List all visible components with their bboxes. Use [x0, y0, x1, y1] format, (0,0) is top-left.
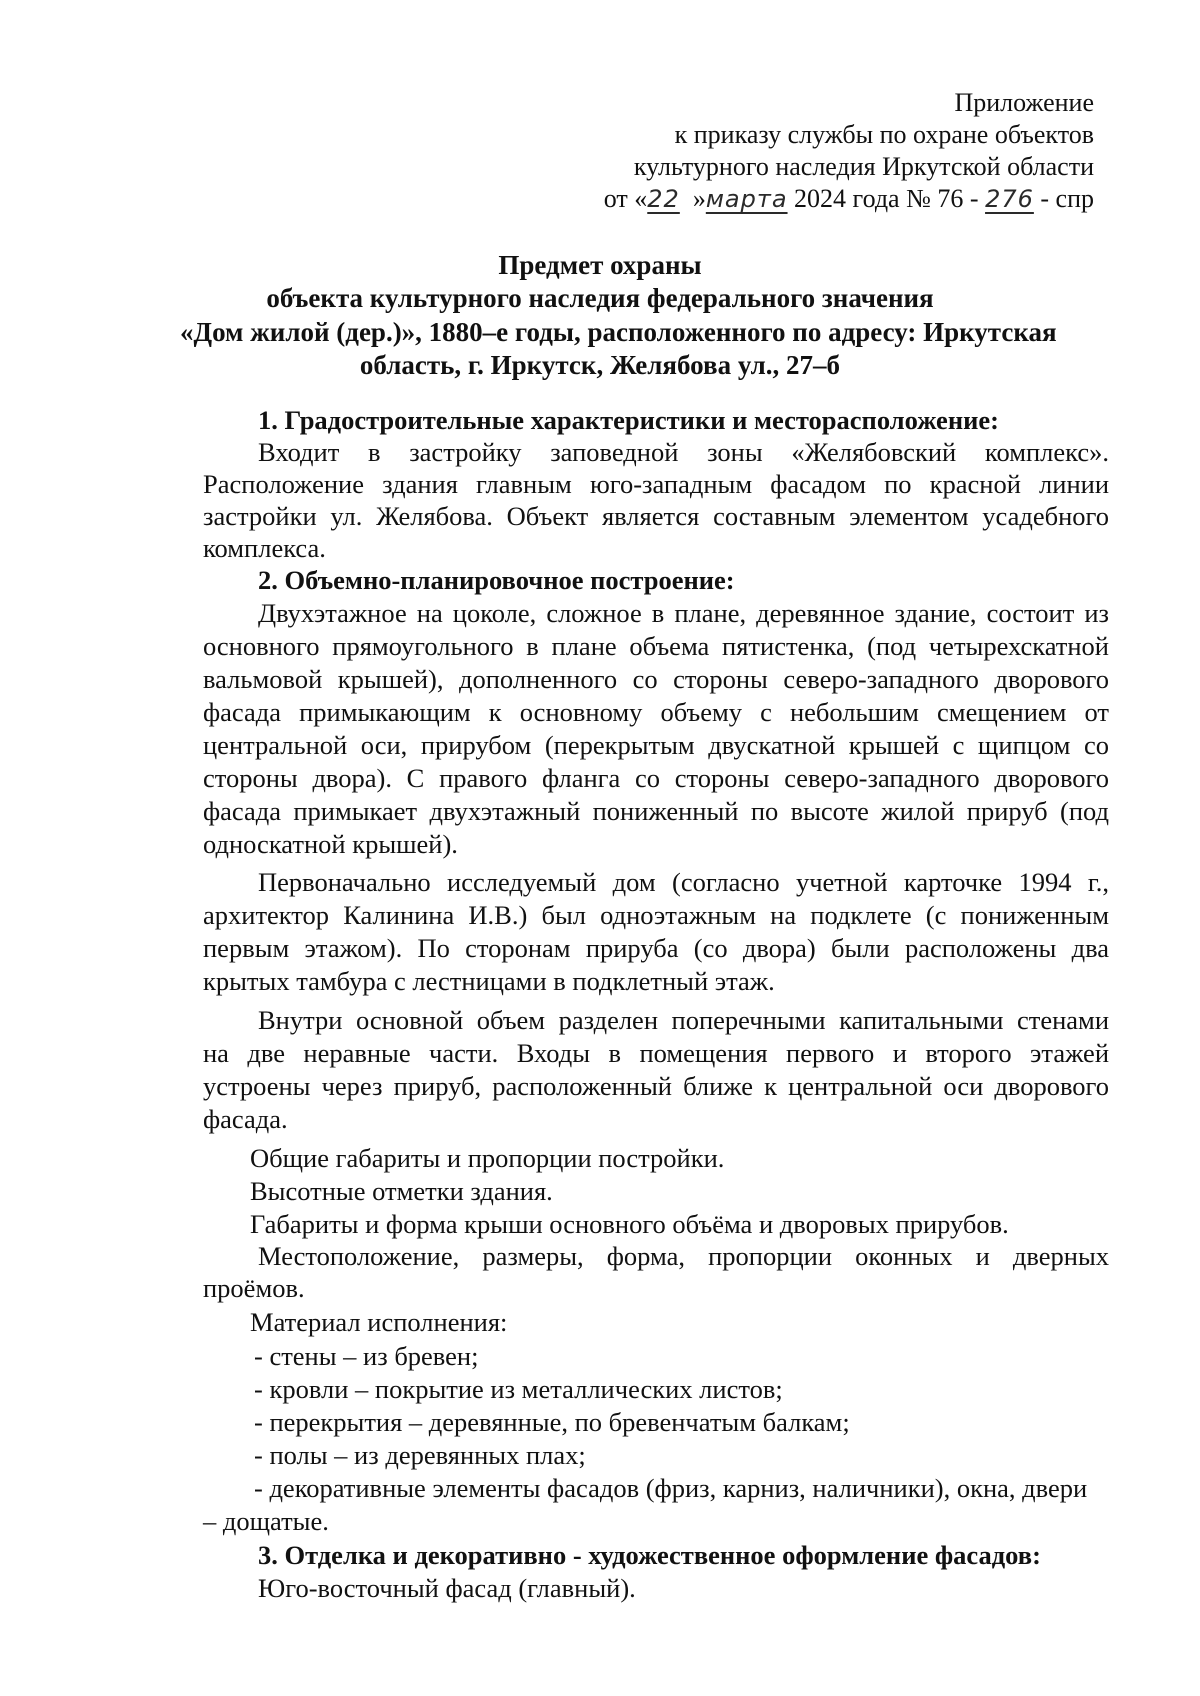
service-name-line: культурного наследия Иркутской области	[633, 152, 1094, 181]
handwritten-day: 22	[647, 185, 680, 213]
section-2-paragraph-1-line: вальмовой крышей), дополненного со стороны северо-западного дворового	[203, 664, 1109, 694]
section-2-paragraph-2-line: архитектор Калинина И.В.) был одноэтажным на подклете (с пониженным	[203, 900, 1109, 930]
protected-item: Габариты и форма крыши основного объёма и дворовых прирубов.	[250, 1209, 1009, 1239]
section-2-paragraph-3-line: устроены через прируб, расположенный ближе к центральной оси дворового	[203, 1071, 1109, 1101]
section-1-line: комплекса.	[203, 533, 326, 563]
section-2-paragraph-1-line: Двухэтажное на цоколе, сложное в плане, деревянное здание, состоит из	[258, 598, 1109, 628]
section-2-paragraph-1-line: фасада примыкает двухэтажный пониженный по высоте жилой прируб (под	[203, 796, 1109, 826]
section-2-paragraph-2-line: крытых тамбура с лестницами в подклетный этаж.	[203, 966, 775, 996]
material-item: - декоративные элементы фасадов (фриз, карниз, наличники), окна, двери	[254, 1473, 1088, 1503]
material-item: – дощатые.	[203, 1506, 329, 1536]
order-suffix: - спр	[1040, 184, 1094, 213]
section-2-heading: 2. Объемно-планировочное построение:	[258, 565, 735, 595]
title-subline-1: объекта культурного наследия федерального значения	[266, 283, 934, 313]
section-2-paragraph-3-line: Внутри основной объем разделен поперечными капитальными стенами	[258, 1005, 1109, 1035]
material-item: - стены – из бревен;	[254, 1341, 479, 1371]
section-1-line: Расположение здания главным юго-западным фасадом по красной линии	[203, 469, 1109, 499]
section-2-paragraph-2-line: первым этажом). По сторонам прируба (со двора) были расположены два	[203, 933, 1109, 963]
appendix-label: Приложение	[954, 88, 1094, 117]
handwritten-month: марта	[705, 185, 788, 213]
material-item: - кровли – покрытие из металлических листов;	[254, 1374, 783, 1404]
openings-line: Местоположение, размеры, форма, пропорции оконных и дверных	[258, 1241, 1109, 1271]
title-subline-2: «Дом жилой (дер.)», 1880–е годы, расположенного по адресу: Иркутская	[180, 317, 1057, 347]
material-item: - полы – из деревянных плах;	[254, 1440, 586, 1470]
section-2-paragraph-1-line: стороны двора). С правого фланга со стороны северо-западного дворового	[203, 763, 1109, 793]
protected-item: Высотные отметки здания.	[250, 1176, 553, 1206]
order-prefix: от «	[603, 184, 648, 213]
protected-item: Общие габариты и пропорции постройки.	[250, 1143, 725, 1173]
material-title: Материал исполнения:	[250, 1307, 508, 1337]
order-reference-line: к приказу службы по охране объектов	[674, 120, 1094, 149]
openings-line: проёмов.	[203, 1273, 305, 1303]
section-1-heading: 1. Градостроительные характеристики и месторасположение:	[258, 405, 999, 435]
section-1-line: Входит в застройку заповедной зоны «Желябовский комплекс».	[258, 437, 1109, 467]
section-2-paragraph-3-line: на две неравные части. Входы в помещения первого и второго этажей	[203, 1038, 1109, 1068]
section-2-paragraph-2-line: Первоначально исследуемый дом (согласно учетной карточке 1994 г.,	[258, 867, 1109, 897]
title-subline-3: область, г. Иркутск, Желябова ул., 27–б	[359, 350, 841, 380]
section-2-paragraph-1-line: центральной оси, прирубом (перекрытым двускатной крышей с щипцом со	[203, 730, 1109, 760]
document-title: Предмет охраны	[498, 250, 702, 280]
material-item: - перекрытия – деревянные, по бревенчатым балкам;	[254, 1407, 850, 1437]
order-date-line	[604, 184, 1094, 214]
section-1-line: застройки ул. Желябова. Объект является составным элементом усадебного	[203, 501, 1109, 531]
section-2-paragraph-1-line: фасада примыкающим к основному объему с небольшим смещением от	[203, 697, 1109, 727]
section-2-paragraph-1-line: односкатной крышей).	[203, 829, 458, 859]
section-3-heading: 3. Отделка и декоративно - художественное оформление фасадов:	[258, 1540, 1041, 1570]
order-day-close: »	[692, 184, 706, 213]
handwritten-number: 276	[985, 185, 1034, 213]
section-2-paragraph-3-line: фасада.	[203, 1104, 288, 1134]
section-3-line: Юго-восточный фасад (главный).	[258, 1573, 636, 1603]
order-mid: 2024 года № 76 -	[794, 184, 979, 213]
section-2-paragraph-1-line: основного прямоугольного в плане объема пятистенка, (под четырехскатной	[203, 631, 1109, 661]
